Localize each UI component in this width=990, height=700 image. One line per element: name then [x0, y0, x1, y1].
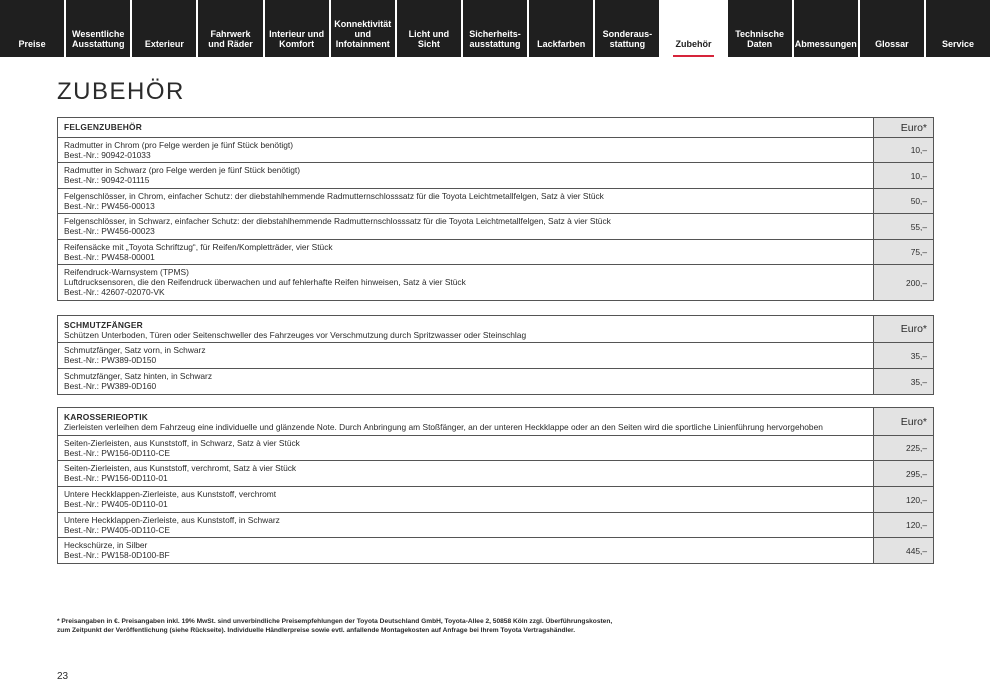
tab-preise[interactable] — [0, 0, 64, 57]
item-description — [64, 345, 206, 355]
table-row — [58, 487, 933, 513]
section-title: SCHMUTZFÄNGER — [64, 320, 143, 330]
tab-licht-und-sicht[interactable] — [397, 0, 461, 57]
item-price: 35,– — [873, 343, 933, 368]
item-description — [64, 463, 296, 473]
table-row — [58, 513, 933, 538]
price-header: Euro* — [873, 408, 933, 435]
price-header: Euro* — [873, 118, 933, 137]
item-description — [64, 165, 300, 175]
page-title: ZUBEHÖR — [57, 78, 185, 105]
item-name: Schmutzfänger, Satz hinten, — [64, 371, 169, 381]
tab-label: Sonderaus- stattung — [602, 29, 653, 49]
tab-label: Preise — [18, 39, 46, 49]
tab-label: Abmessungen — [794, 39, 857, 49]
item-text: in Schwarz — [162, 345, 206, 355]
section-header — [58, 118, 933, 138]
item-price: 225,– — [873, 436, 933, 460]
item-price: 50,– — [873, 189, 933, 213]
item-text: in Schwarz (pro Felge werden je fünf Stück benötigt) — [103, 165, 301, 175]
tab-label: Glossar — [875, 39, 909, 49]
part-number: Best.-Nr.: PW389-0D150 — [64, 355, 157, 365]
part-number: Best.-Nr.: 42607-02070-VK — [64, 287, 165, 297]
tab-glossar[interactable] — [860, 0, 924, 57]
item-text: in Schwarz, einfacher Schutz: der diebstahlhemmende Radmutternschlosssatz für die Toyota Leichtmetallfelgen, Satz à vier Stück — [126, 216, 611, 226]
item-name: Heckschürze, — [64, 540, 115, 550]
item-text: aus Kunststoff, in Schwarz, Satz à vier Stück — [131, 438, 300, 448]
table-row — [58, 189, 933, 214]
tab-label: Sicherheits- ausstattung — [469, 29, 521, 49]
table-row — [58, 240, 933, 265]
item-price: 120,– — [873, 487, 933, 512]
tab-label: Service — [942, 39, 975, 49]
tab-label: Lackfarben — [537, 39, 586, 49]
item-description — [64, 242, 333, 252]
section-schmutzfaenger — [57, 315, 934, 395]
part-number: Best.-Nr.: PW456-00023 — [64, 226, 155, 236]
item-name: Felgenschlösser, — [64, 216, 127, 226]
item-price: 120,– — [873, 513, 933, 537]
item-price: 445,– — [873, 538, 933, 563]
item-text: aus Kunststoff, in Schwarz — [178, 515, 280, 525]
top-navigation — [0, 0, 990, 57]
item-price: 75,– — [873, 240, 933, 264]
item-text: in Schwarz — [168, 371, 213, 381]
section-karosserieoptik — [57, 407, 934, 564]
tab-label: Zubehör — [675, 39, 712, 49]
item-description — [64, 216, 611, 226]
section-header — [58, 408, 933, 436]
tab-sicherheitsausstattung[interactable] — [463, 0, 527, 57]
tab-zubehoer[interactable] — [661, 0, 725, 57]
item-price: 200,– — [873, 265, 933, 300]
tab-label: Wesentliche Ausstattung — [71, 29, 125, 49]
part-number: Best.-Nr.: 90942-01033 — [64, 150, 151, 160]
tab-label: Konnektivität und Infotainment — [334, 19, 392, 49]
item-description — [64, 489, 276, 499]
page-number: 23 — [57, 671, 69, 682]
item-text: in Chrom, einfacher Schutz: der diebstahlhemmende Radmutternschlosssatz für die Toyota Leichtmetallfelgen, Satz à vier Stück — [126, 191, 604, 201]
item-text: in Silber — [114, 540, 148, 550]
tab-fahrwerk-und-raeder[interactable] — [198, 0, 262, 57]
table-row — [58, 461, 933, 487]
table-row — [58, 265, 933, 301]
part-number: Best.-Nr.: PW156-0D110-CE — [64, 448, 170, 458]
part-number: Best.-Nr.: PW389-0D160 — [64, 381, 157, 391]
item-name: Reifensäcke mit „Toyota Schriftzug“, — [64, 242, 199, 252]
item-name: Seiten-Zierleisten, — [64, 463, 132, 473]
tab-interieur-und-komfort[interactable] — [265, 0, 329, 57]
tab-label: Licht und Sicht — [408, 29, 450, 49]
item-price: 35,– — [873, 369, 933, 394]
item-text: aus Kunststoff, verchromt, Satz à vier Stück — [131, 463, 297, 473]
tab-service[interactable] — [926, 0, 990, 57]
table-row — [58, 138, 933, 163]
item-description — [64, 438, 300, 448]
tab-lackfarben[interactable] — [529, 0, 593, 57]
item-description — [64, 371, 212, 381]
item-text: Luftdrucksensoren, die den Reifendruck überwachen und auf fehlerhafte Reifen hinweisen, Satz à vier Stück — [64, 277, 466, 287]
section-title: KAROSSERIEOPTIK — [64, 412, 148, 422]
price-header: Euro* — [873, 316, 933, 342]
section-header — [58, 316, 933, 343]
table-row — [58, 436, 933, 461]
item-price: 55,– — [873, 214, 933, 239]
item-name: Untere Heckklappen-Zierleiste, — [64, 515, 179, 525]
item-price: 295,– — [873, 461, 933, 486]
tab-label: Interieur und Komfort — [269, 29, 325, 49]
section-felgenzubehoer — [57, 117, 934, 301]
item-text: in Chrom (pro Felge werden je fünf Stück benötigt) — [103, 140, 294, 150]
tab-sonderausstattung[interactable] — [595, 0, 659, 57]
tab-exterieur[interactable] — [132, 0, 196, 57]
item-name: Untere Heckklappen-Zierleiste, — [64, 489, 179, 499]
table-row — [58, 538, 933, 564]
table-row — [58, 163, 933, 189]
tab-abmessungen[interactable] — [794, 0, 858, 57]
tab-technische-daten[interactable] — [728, 0, 792, 57]
tab-label: Exterieur — [144, 39, 184, 49]
part-number: Best.-Nr.: PW458-00001 — [64, 252, 155, 262]
item-name: Felgenschlösser, — [64, 191, 127, 201]
tab-label: Technische Daten — [735, 29, 785, 49]
item-name: Radmutter — [64, 165, 104, 175]
item-description — [64, 540, 147, 550]
tab-wesentliche-ausstattung[interactable] — [66, 0, 130, 57]
section-subtitle: Schützen Unterboden, Türen oder Seitenschweller des Fahrzeuges vor Verschmutzung durch Spritzwasser oder Steinschlag — [64, 330, 527, 340]
table-row — [58, 369, 933, 395]
table-row — [58, 343, 933, 369]
item-price: 10,– — [873, 163, 933, 188]
part-number: Best.-Nr.: PW456-00013 — [64, 201, 155, 211]
part-number: Best.-Nr.: PW405-0D110-CE — [64, 525, 170, 535]
tab-label: Fahrwerk und Räder — [208, 29, 253, 49]
item-text: aus Kunststoff, verchromt — [178, 489, 277, 499]
item-description — [64, 515, 280, 525]
tab-konnektivitaet[interactable] — [331, 0, 395, 57]
item-description — [64, 140, 293, 150]
part-number: Best.-Nr.: PW156-0D110-01 — [64, 473, 168, 483]
item-description — [64, 191, 604, 201]
item-price: 10,– — [873, 138, 933, 162]
item-name: Reifendruck-Warnsystem (TPMS) — [64, 267, 189, 277]
part-number: Best.-Nr.: PW405-0D110-01 — [64, 499, 168, 509]
part-number: Best.-Nr.: 90942-01115 — [64, 175, 150, 185]
item-name: Radmutter — [64, 140, 104, 150]
section-title: FELGENZUBEHÖR — [64, 122, 142, 132]
part-number: Best.-Nr.: PW158-0D100-BF — [64, 550, 170, 560]
footnote: * Preisangaben in €. Preisangaben inkl. 19% MwSt. sind unverbindliche Preisempfehlungen der Toyota Deutschland GmbH, Toyota-Allee 2, 50858 Köln zzgl. Überführungskosten, zum Zeitpunkt der Veröffentlichung (siehe Rückseite). Individuelle Händlerpreise sowie evtl. anfallende Montagekosten auf Anfrage bei Ihrem Toyota Vertragshändler. — [57, 618, 613, 634]
item-text: für Reifen/Kompletträder, vier Stück — [198, 242, 333, 252]
section-subtitle: Zierleisten verleihen dem Fahrzeug eine individuelle und glänzende Note. Durch Anbringung am Stoßfänger, an der unteren Heckklappe oder an den Seiten wird die sportliche Linienführung hervorgehoben — [64, 422, 823, 432]
item-name: Seiten-Zierleisten, — [64, 438, 132, 448]
item-name: Schmutzfänger, Satz vorn, — [64, 345, 163, 355]
table-row — [58, 214, 933, 240]
